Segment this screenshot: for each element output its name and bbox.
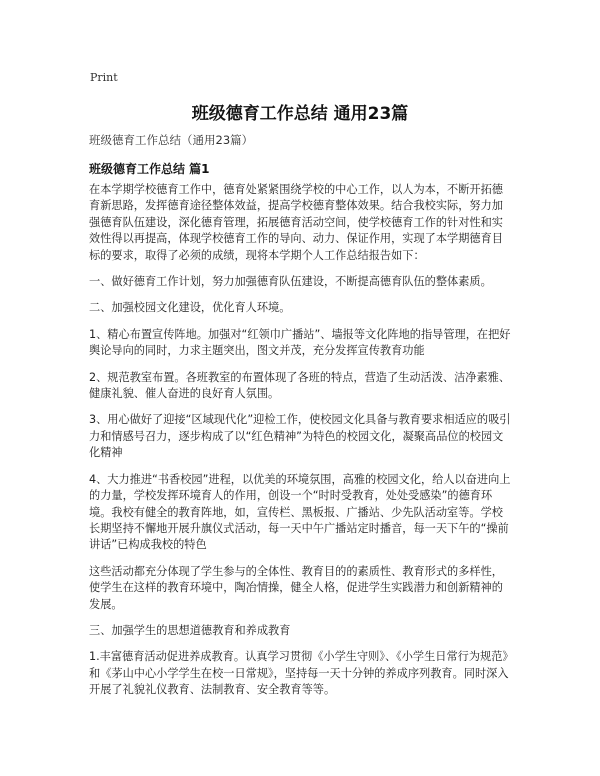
article-body — [89, 182, 514, 709]
page-subtitle: 班级德育工作总结（通用23篇） — [89, 133, 254, 147]
paragraph-item-4: 4、大力推进“书香校园”进程，以优美的环境氛围，高雅的校园文化，给人以奋进向上的力量，学校发挥环境育人的作用，创设一个“时时受教育，处处受感染”的德育环境。我校有健全的教育阵地，如，宣传栏、黑板报、广播站、少先队活动室等。学校长期坚持不懈地开展升旗仪式活动，每一天中午广播站定时播音，每一天下午的“操前讲话”已构成我校的特色 — [89, 472, 511, 552]
paragraph-intro: 在本学期学校德育工作中，德育处紧紧围绕学校的中心工作，以人为本，不断开拓德育新思路，发挥德育途径整体效益，提高学校德育整体效果。结合我校实际，努力加强德育队伍建设，深化德育管理，拓展德育活动空间，使学校德育工作的针对性和实效性得以再提高，体现学校德育工作的导向、动力、保证作用，实现了本学期德育目标的要求，取得了必须的成绩，现将本学期个人工作总结报告如下： — [89, 183, 503, 262]
paragraph-item-5: 1.丰富德育活动促进养成教育。认真学习贯彻《小学生守则》、《小学生日常行为规范》和《茅山中心小学学生在校一日常规》，坚持每一天十分钟的养成序列教育。同时深入开展了礼貌礼仪教育、法制教育、安全教育等等。 — [89, 650, 514, 697]
section-title: 班级德育工作总结 篇1 — [89, 162, 210, 176]
paragraph-heading-3: 三、加强学生的思想道德教育和养成教育 — [89, 623, 291, 637]
print-label[interactable]: Print — [90, 71, 118, 84]
paragraph-item-3: 3、用心做好了迎接“区域现代化”迎检工作，使校园文化具备与教育要求相适应的吸引力和情感号召力，逐步构成了以“红色精神”为特色的校园文化，凝聚高品位的校园文化精神 — [89, 413, 511, 460]
page-title: 班级德育工作总结 通用23篇 — [191, 104, 409, 124]
paragraph-item-2: 2、规范教室布置。各班教室的布置体现了各班的特点，营造了生动活泼、洁净素雅、健康礼貌、催人奋进的良好育人氛围。 — [89, 370, 511, 401]
paragraph-summary: 这些活动都充分体现了学生参与的全体性、教育目的的素质性、教育形式的多样性，使学生在这样的教育环境中，陶冶情操，健全人格，促进学生实践潜力和创新精神的发展。 — [89, 564, 503, 611]
paragraph-heading-2: 二、加强校园文化建设，优化育人环境。 — [89, 301, 291, 315]
paragraph-item-1: 1、精心布置宣传阵地。加强对“红领巾广播站”、墙报等文化阵地的指导管理，在把好舆论导向的同时，力求主题突出，图文并茂，充分发挥宣传教育功能 — [89, 327, 511, 358]
paragraph-heading-1: 一、做好德育工作计划，努力加强德育队伍建设，不断提高德育队伍的整体素质。 — [89, 275, 492, 289]
